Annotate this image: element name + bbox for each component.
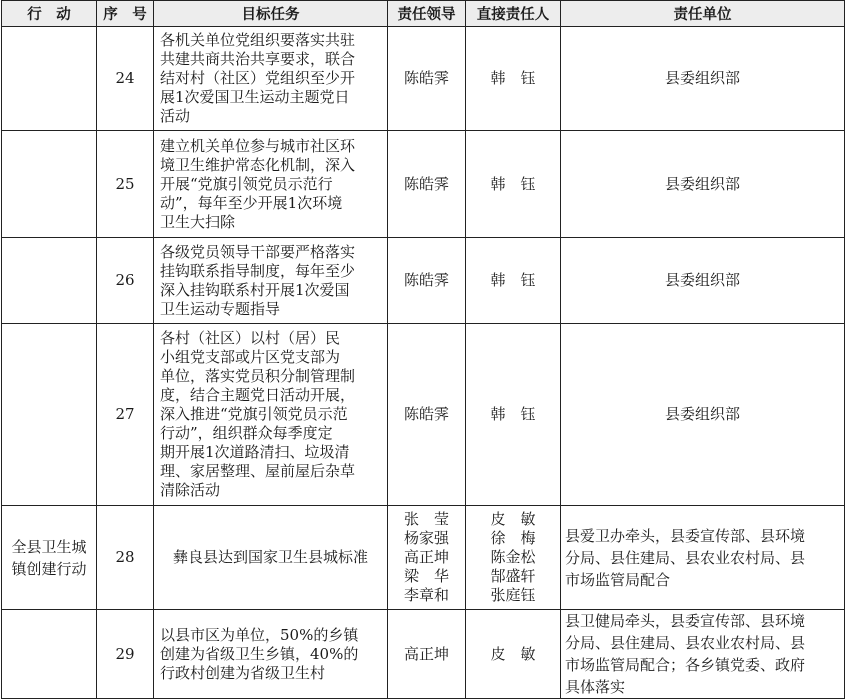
- task-cell: [154, 324, 388, 506]
- task-line: 深入挂钩联系村开展1次爱国: [160, 280, 350, 299]
- unit-cell: 县委组织部: [561, 238, 845, 324]
- table-row: [2, 238, 845, 324]
- task-line: 展1次爱国卫生运动主题党日: [160, 88, 350, 106]
- task-cell: [154, 506, 388, 610]
- header-direct: 直接责任人: [466, 1, 561, 27]
- leader-cell: 陈皓霁: [388, 238, 466, 324]
- task-line: 各村（社区）以村（居）民: [160, 329, 341, 347]
- unit-cell: 县委组织部: [561, 324, 845, 506]
- unit-line: 县卫健局牵头，县委宣传部、县环境: [565, 612, 806, 630]
- responsibility-table: [1, 0, 845, 699]
- seq-cell: 25: [97, 131, 154, 238]
- task-line: 清除活动: [160, 481, 221, 499]
- header-task: 目标任务: [154, 1, 388, 27]
- task-cell: [154, 131, 388, 238]
- direct-name: 皮 敏: [490, 510, 536, 528]
- task-line: 度，结合主题党日活动开展，: [160, 386, 356, 404]
- direct-name: 徐 梅: [490, 529, 536, 547]
- leader-name: 张 莹: [403, 510, 449, 528]
- seq-cell: 28: [97, 506, 154, 610]
- table-row: [2, 324, 845, 506]
- table-row: [2, 506, 845, 610]
- task-line: 共建共商共治共享要求，联合: [160, 50, 356, 68]
- leader-name: 高正坤: [403, 548, 449, 566]
- task-line: 开展“党旗引领党员示范行: [160, 174, 333, 193]
- task-line: 境卫生维护常态化机制，深入: [160, 155, 356, 174]
- task-line: 行动”，组织群众每季度定: [160, 424, 333, 442]
- direct-cell: [466, 506, 561, 610]
- table-row: [2, 131, 845, 238]
- task-line: 彝良县达到国家卫生县城标准: [172, 548, 368, 566]
- direct-name: 郜盛轩: [490, 567, 536, 585]
- leader-name: 梁 华: [403, 567, 449, 585]
- seq-cell: 26: [97, 238, 154, 324]
- task-line: 卫生运动专题指导: [160, 299, 281, 318]
- leader-list: [404, 510, 449, 605]
- action-cell: [2, 27, 97, 131]
- task-cell: [154, 27, 388, 131]
- leader-cell: [388, 506, 466, 610]
- unit-line: 县爱卫办牵头，县委宣传部、县环境: [565, 526, 806, 545]
- header-seq: 序 号: [97, 1, 154, 27]
- task-line: 结对村（社区）党组织至少开: [160, 69, 356, 87]
- leader-name: 杨家强: [403, 529, 449, 547]
- action-line: 全县卫生城: [11, 537, 87, 556]
- unit-line: 市场监管局配合: [565, 570, 671, 589]
- leader-cell: 陈皓霁: [388, 27, 466, 131]
- leader-cell: 陈皓霁: [388, 324, 466, 506]
- leader-cell: 高正坤: [388, 610, 466, 699]
- unit-line: 分局、县住建局、县农业农村局、县: [565, 548, 806, 567]
- task-line: 卫生大扫除: [160, 212, 236, 231]
- unit-line: 分局、县住建局、县农业农村局、县: [565, 634, 806, 652]
- seq-cell: 27: [97, 324, 154, 506]
- header-leader: 责任领导: [388, 1, 466, 27]
- unit-cell: [561, 506, 845, 610]
- direct-name: 张庭钰: [490, 586, 536, 604]
- direct-cell: 韩 钰: [466, 131, 561, 238]
- task-line: 理、家居整理、屋前屋后杂草: [160, 462, 356, 480]
- direct-cell: 韩 钰: [466, 324, 561, 506]
- direct-cell: 韩 钰: [466, 238, 561, 324]
- action-cell: [2, 131, 97, 238]
- unit-line: 市场监管局配合；各乡镇党委、政府: [565, 656, 806, 674]
- task-cell: [154, 610, 388, 699]
- direct-list: [490, 510, 535, 605]
- task-line: 创建为省级卫生乡镇，40%的: [160, 644, 359, 663]
- task-line: 建立机关单位参与城市社区环: [160, 136, 356, 155]
- seq-cell: 29: [97, 610, 154, 699]
- seq-cell: 24: [97, 27, 154, 131]
- action-cell: [2, 324, 97, 506]
- action-line: 镇创建行动: [11, 559, 87, 578]
- task-line: 各机关单位党组织要落实共驻: [160, 31, 356, 49]
- task-line: 小组党支部或片区党支部为: [160, 348, 341, 366]
- task-line: 挂钩联系指导制度，每年至少: [160, 261, 356, 280]
- task-line: 单位，落实党员积分制管理制: [160, 367, 356, 385]
- header-action: 行 动: [2, 1, 97, 27]
- task-line: 活动: [160, 107, 191, 125]
- unit-cell: 县委组织部: [561, 131, 845, 238]
- task-line: 深入推进“党旗引领党员示范: [160, 405, 348, 423]
- table-row: [2, 610, 845, 699]
- leader-name: 李章和: [403, 586, 449, 604]
- header-unit: 责任单位: [561, 1, 845, 27]
- task-line: 期开展1次道路清扫、垃圾清: [160, 443, 350, 461]
- header-row: [2, 1, 845, 27]
- direct-cell: 韩 钰: [466, 27, 561, 131]
- task-line: 以县市区为单位，50%的乡镇: [160, 625, 359, 644]
- unit-cell: 县委组织部: [561, 27, 845, 131]
- leader-cell: 陈皓霁: [388, 131, 466, 238]
- task-line: 各级党员领导干部要严格落实: [160, 242, 356, 261]
- task-cell: [154, 238, 388, 324]
- task-line: 行政村创建为省级卫生村: [160, 663, 326, 682]
- unit-line: 具体落实: [565, 678, 626, 696]
- table-row: [2, 27, 845, 131]
- action-cell: [2, 506, 97, 610]
- action-cell: [2, 238, 97, 324]
- unit-cell: [561, 610, 845, 699]
- direct-name: 陈金松: [490, 548, 536, 566]
- direct-cell: 皮 敏: [466, 610, 561, 699]
- task-line: 动”，每年至少开展1次环境: [160, 193, 343, 212]
- action-cell: [2, 610, 97, 699]
